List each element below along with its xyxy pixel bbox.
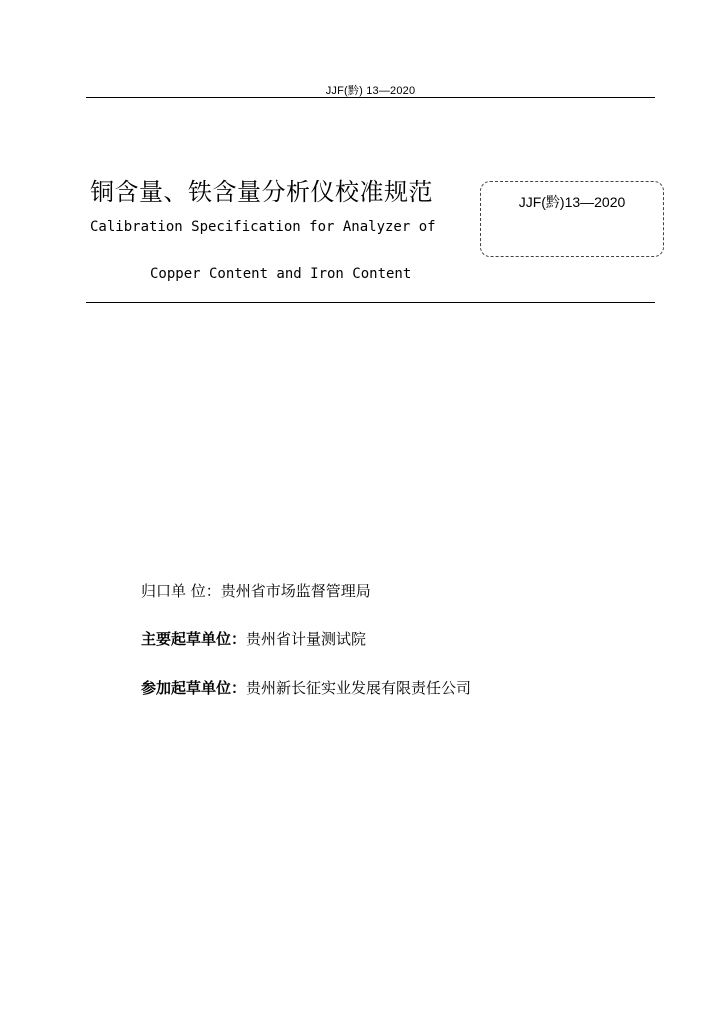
document-title-chinese: 铜含量、铁含量分析仪校准规范 [90,178,433,206]
participating-drafting-unit-label: 参加起草单位： [141,679,247,697]
document-title-english-line1: Calibration Specification for Analyzer of [90,219,436,235]
responsible-unit [141,580,371,601]
standard-code-box [480,181,664,257]
participating-drafting-unit-value: 贵州新长征实业发展有限责任公司 [246,679,472,697]
responsible-unit-label: 归口单 位： [141,582,221,600]
standard-code: JJF(黔)13—2020 [518,194,626,210]
participating-drafting-unit [141,677,471,698]
main-drafting-unit-value: 贵州省计量测试院 [246,630,367,648]
responsible-unit-value: 贵州省市场监督管理局 [220,582,371,600]
document-title-english-line2: Copper Content and Iron Content [150,266,412,282]
main-drafting-unit-label: 主要起草单位： [141,630,247,648]
title-divider [86,302,655,303]
header-divider [86,97,655,98]
running-header: JJF(黔) 13—2020 [325,85,416,97]
main-drafting-unit [141,628,366,649]
